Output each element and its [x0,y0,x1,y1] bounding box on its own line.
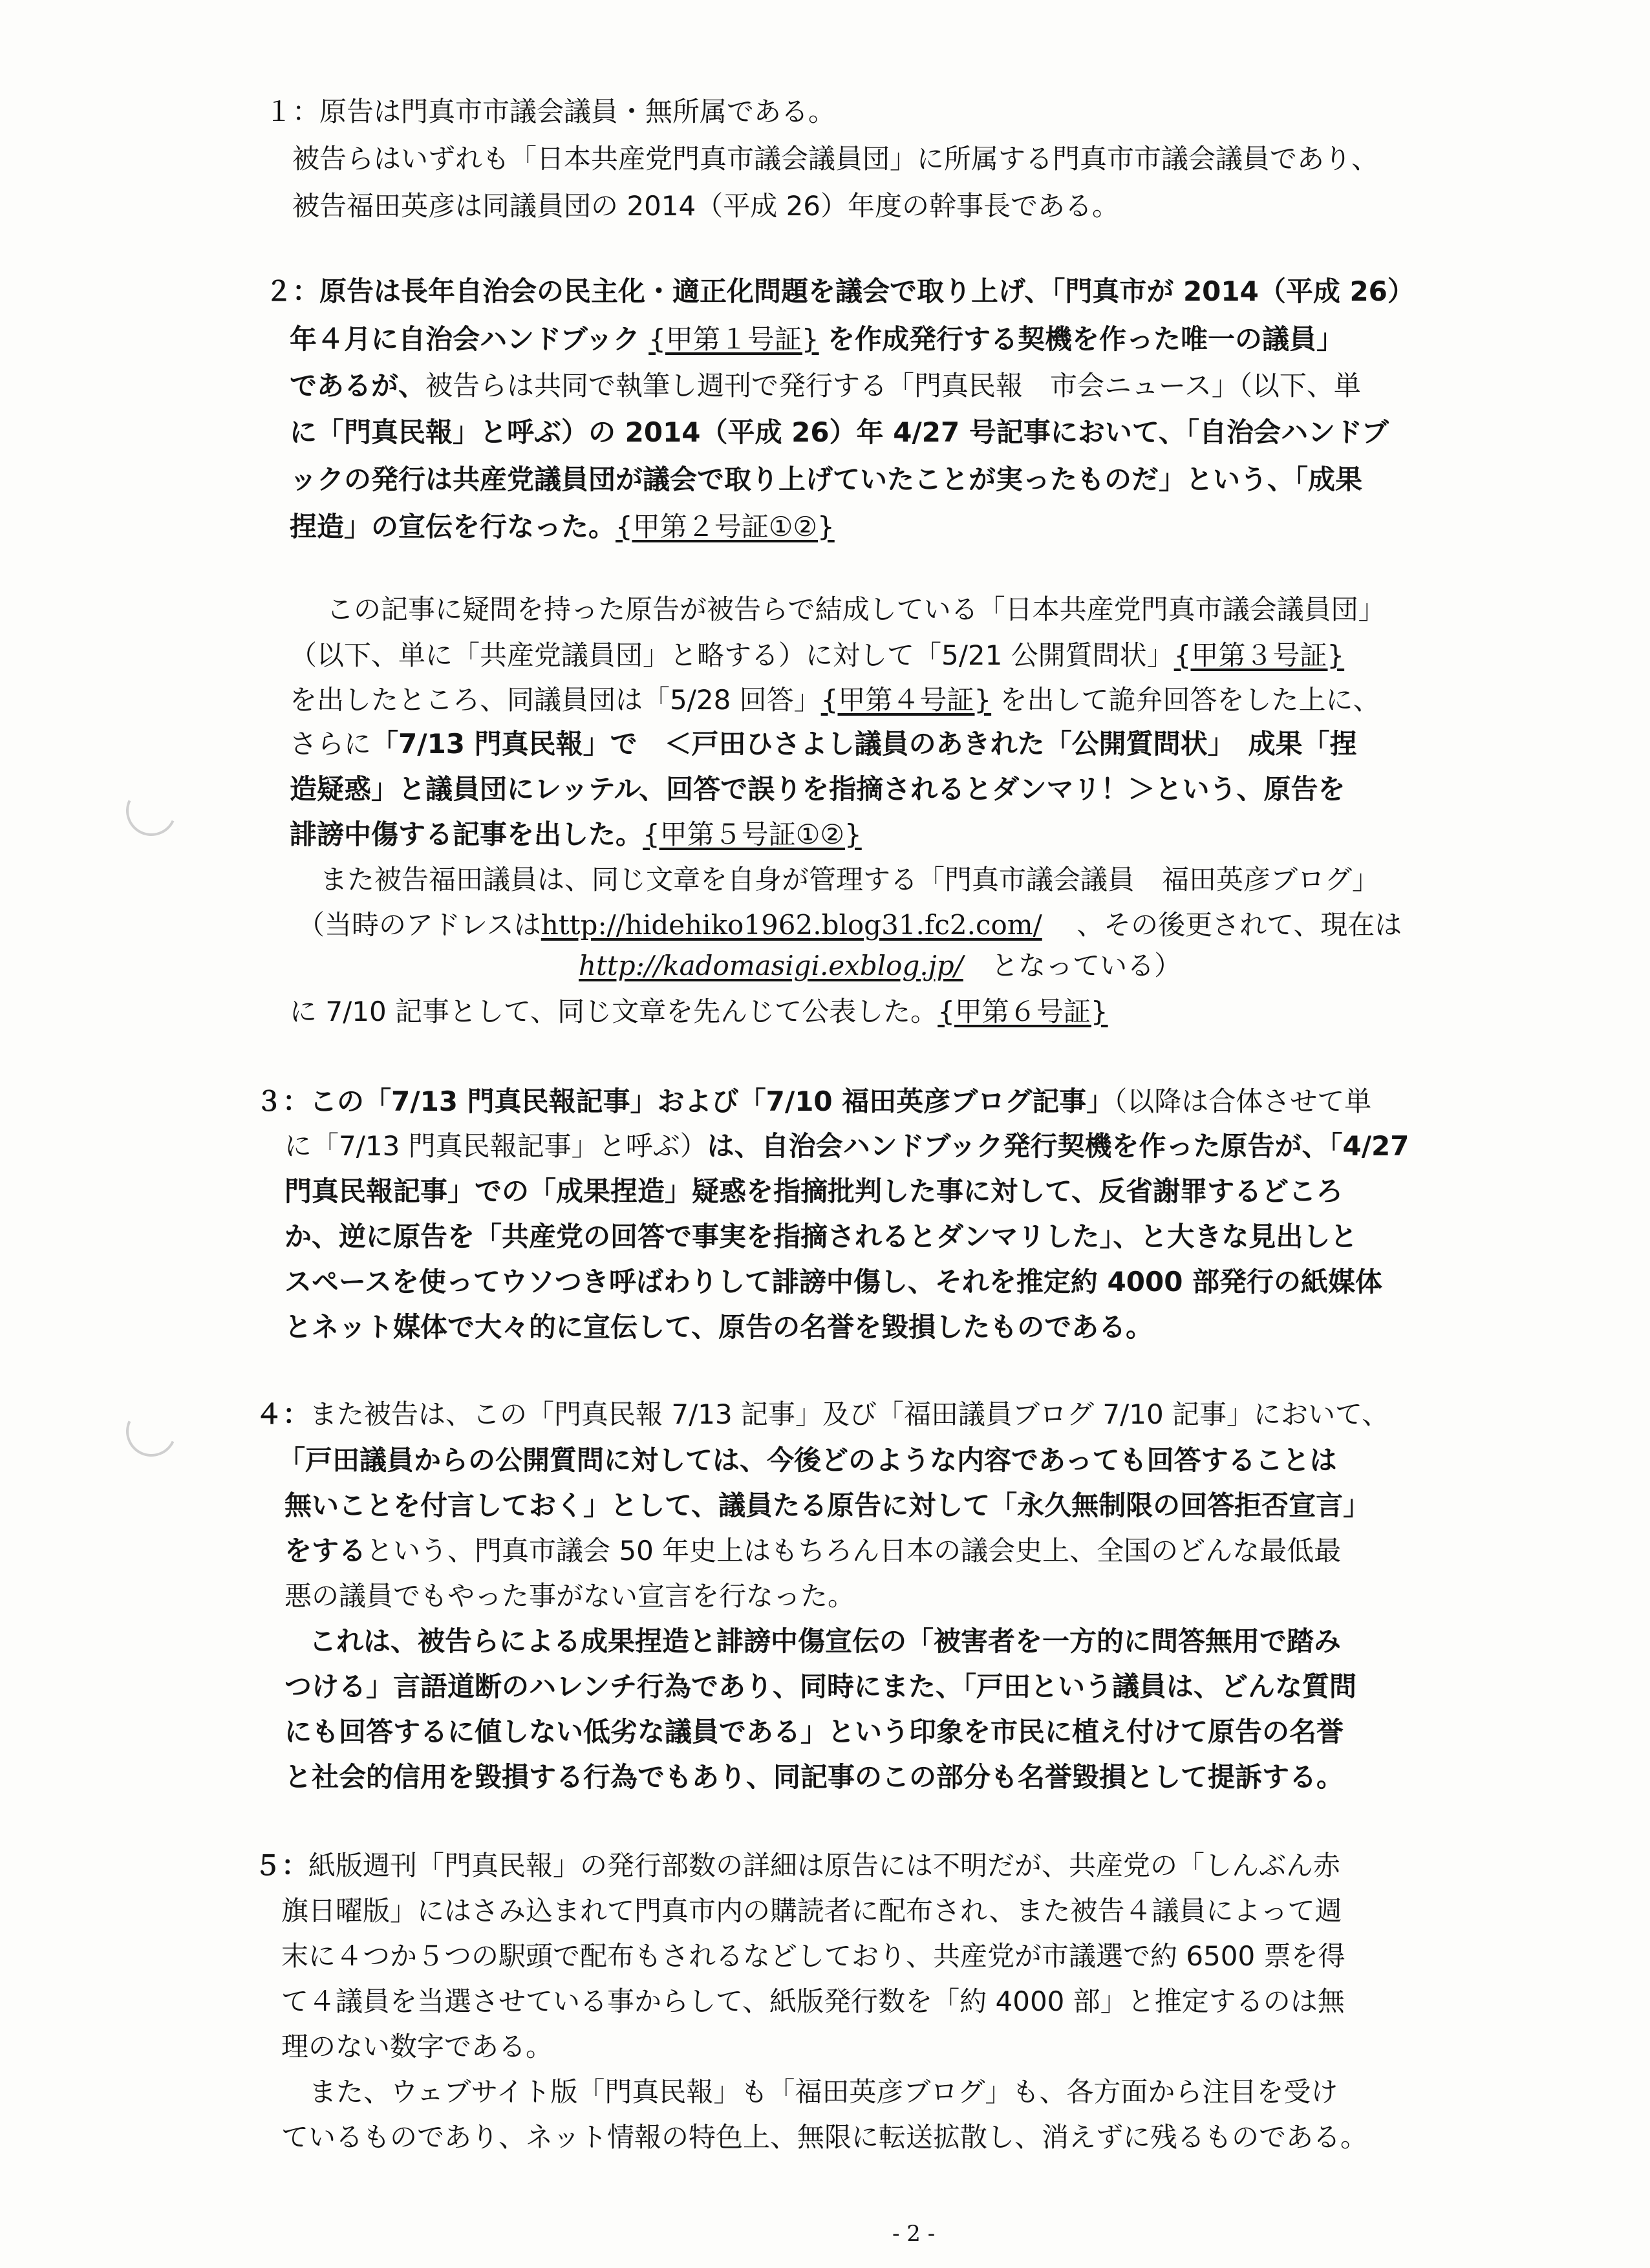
text-line: ックの発行は共産党議員団が議会で取り上げていたことが実ったものだ」という、「成果 [290,464,1363,495]
text-line [290,319,1344,359]
text-span: 誹謗中傷する記事を出した。 [290,818,643,850]
text-span: をする [284,1535,367,1567]
exhibit-reference: {甲第３号証} [1173,639,1345,671]
text-line: て４議員を当選させている事からして、紙版発行数を「約 4000 部」と推定するのは無 [281,1985,1345,2017]
text-span: 被告らは共同で執筆し週刊で発行する「門真民報 市会ニュース」（以下、単 [425,370,1361,401]
text-line: に「門真民報」と呼ぶ）の 2014（平成 26）年 4/27 号記事において、「自治会ハンドブ [290,416,1389,448]
punch-hole-mark [119,1399,184,1464]
text-span: 紙版週刊「門真民報」の発行部数の詳細は原告には不明だが、共産党の「しんぶん赤 [308,1850,1341,1881]
exhibit-reference: {甲第５号証①②} [643,818,862,850]
text-line: か、逆に原告を「共産党の回答で事実を指摘されるとダンマリした」、と大きな見出しと [284,1221,1358,1252]
exhibit-reference: {甲第２号証①②} [616,511,835,542]
text-line: 旗日曜版」にはさみ込まれて門真市内の購読者に配布され、また被告４議員によって週 [281,1895,1342,1927]
text-span: （以下、単に「共産党議員団」と略する）に対して「5/21 公開質問状」 [290,639,1174,671]
text-line: ているものであり、ネット情報の特色上、無限に転送拡散し、消えずに残るものである。 [281,2121,1368,2153]
text-line: 悪の議員でもやった事がない宣言を行なった。 [284,1580,855,1612]
text-span: となっている） [991,950,1182,981]
text-span: ３：この「7/13 門真民報記事」および「7/10 福田英彦ブログ記事」 [255,1086,1114,1117]
text-line: 理のない数字である。 [281,2031,553,2062]
text-line: 門真民報記事」での「成果捏造」疑惑を指摘批判した事に対して、反省謝罪するどころ [284,1175,1344,1207]
exhibit-reference: {甲第４号証} [820,684,992,716]
text-line: これは、被告らによる成果捏造と誹謗中傷宣伝の「被害者を一方的に問答無用で踏み [309,1625,1342,1657]
text-line: つける」言語道断のハレンチ行為であり、同時にまた、「戸田という議員は、どんな質問 [284,1671,1356,1702]
page-number: - 2 - [892,2221,936,2247]
text-span: に「7/13 門真民報記事」と呼ぶ） [284,1130,707,1162]
text-span: ５： [254,1850,309,1881]
text-span: 「7/13 門真民報」で ＜戸田ひさよし議員のあきれた「公開質問状」 成果「捏 [371,728,1357,760]
text-line [290,507,835,547]
text-line [284,1531,1341,1571]
text-span: であるが、 [290,370,426,401]
text-line [284,1126,1409,1166]
text-span: 年４月に自治会ハンドブック [290,323,640,355]
text-line [579,946,1181,986]
text-line: とネット媒体で大々的に宣伝して、原告の名誉を毀損したものである。 [284,1311,1153,1343]
exhibit-reference: {甲第６号証} [938,996,1108,1027]
text-span: 、その後更されて、現在は [1077,909,1402,941]
text-span: という、門真市議会 50 年史上はもちろん日本の議会史上、全国のどんな最低最 [366,1535,1342,1567]
text-line [290,680,1380,720]
text-line: また、ウェブサイト版「門真民報」も「福田英彦ブログ」も、各方面から注目を受け [309,2076,1338,2108]
blog-url-link[interactable]: http://kadomasigi.exblog.jp/ [579,950,963,981]
text-line: 末に４つか５つの駅頭で配布もされるなどしており、共産党が市議選で約 6500 票を得 [281,1940,1345,1972]
exhibit-reference: {甲第１号証} [648,323,819,355]
text-span: を出して詭弁回答をした上に、 [1000,684,1380,716]
text-span: （当時のアドレスは [297,909,541,941]
text-line: スペースを使ってウソつき呼ばわりして誹謗中傷し、それを推定約 4000 部発行の紙媒体 [284,1266,1383,1298]
text-line [290,992,1108,1032]
text-line [290,636,1344,676]
text-line: にも回答するに値しない低劣な議員である」という印象を市民に植え付けて原告の名誉 [284,1716,1344,1748]
text-span: を作成発行する契機を作った唯一の議員」 [827,323,1344,355]
text-line [290,366,1361,406]
text-line: 被告福田英彦は同議員団の 2014（平成 26）年度の幹事長である。 [292,190,1120,222]
text-span: に 7/10 記事として、同じ文章を先んじて公表した。 [290,996,938,1027]
text-span: また被告は、この「門真民報 7/13 記事」及び「福田議員ブログ 7/10 記事」において、 [310,1398,1389,1430]
text-line: １：原告は門真市市議会議員・無所属である。 [265,96,836,127]
text-line: この記事に疑問を持った原告が被告らで結成している「日本共産党門真市議会議員団」 [327,594,1386,625]
text-span: さらに [290,728,372,760]
blog-url-link[interactable]: http://hidehiko1962.blog31.fc2.com/ [541,909,1042,941]
text-line [255,1082,1371,1122]
text-line [297,905,1402,945]
text-line: 無いことを付言しておく」として、議員たる原告に対して「永久無制限の回答拒否宣言」 [284,1490,1371,1521]
text-span: は、自治会ハンドブック発行契機を作った原告が、「4/27 [707,1130,1409,1162]
text-line: 造疑惑」と議員団にレッテル、回答で誤りを指摘されるとダンマリ！＞という、原告を [290,773,1345,805]
punch-hole-mark [119,778,184,843]
text-line: 「戸田議員からの公開質問に対しては、今後どのような内容であっても回答することは [278,1444,1337,1476]
text-span: を出したところ、同議員団は「5/28 回答」 [290,684,821,716]
text-line: と社会的信用を毀損する行為でもあり、同記事のこの部分も名誉毀損として提訴する。 [284,1761,1344,1793]
text-span: ４： [255,1398,310,1430]
text-line [255,1395,1389,1435]
text-span: （以降は合体させて単 [1113,1086,1372,1117]
text-line [254,1846,1340,1886]
text-line: 被告らはいずれも「日本共産党門真市議会議員団」に所属する門真市市議会議員であり、 [292,143,1379,175]
text-line: また被告福田議員は、同じ文章を自身が管理する「門真市議会議員 福田英彦ブログ」 [320,864,1380,895]
text-line [290,724,1357,764]
text-line [290,815,862,855]
text-span: 捏造」の宣伝を行なった。 [290,511,616,542]
text-line: ２：原告は長年自治会の民主化・適正化問題を議会で取り上げ、「門真市が 2014（平成 26） [265,275,1415,307]
